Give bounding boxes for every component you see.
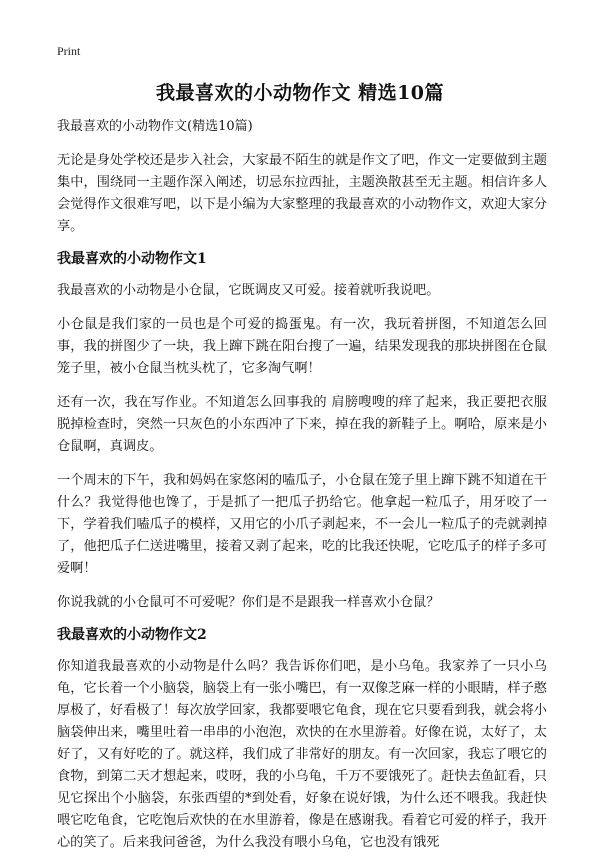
section2-paragraph: 你知道我最喜欢的小动物是什么吗？我告诉你们吧，是小乌龟。我家养了一只小乌龟，它长着一个小脑袋，脑袋上有一张小嘴巴，有一双像芝麻一样的小眼睛，样子憨厚极了，好看极了！每次放学回家，我都要喂它龟食，现在它只要看到我，就会将小脑袋伸出来，嘴里吐着一串串的小泡泡，欢快的在水里游着。好像在说，太好了，太好了，又有好吃的了。就这样，我们成了非常好的朋友。有一次回家，我忘了喂它的食物，到第二天才想起来，哎呀，我的小乌龟，千万不要饿死了。赶快去鱼缸看，只见它探出个小脑袋，东张西望的*到处看，好象在说好饿，为什么还不喂我。我赶快喂它吃龟食，它吃饱后欢快的在水里游着，像是在感谢我。看着它可爱的样子，我开心的笑了。后来我问爸爸，为什么我没有喂小乌龟，它也没有饿死 [57, 659, 547, 850]
section1-paragraph: 一个周末的下午，我和妈妈在家悠闲的嗑瓜子，小仓鼠在笼子里上蹿下跳不知道在干什么？我觉得他也馋了，于是抓了一把瓜子扔给它。他拿起一粒瓜子，用牙咬了一下，学着我们嗑瓜子的模样，又用它的小爪子剥起来，不一会儿一粒瓜子的壳就剥掉了，他把瓜子仁送进嘴里，接着又剥了起来，吃的比我还快呢，它吃瓜子的样子多可爱啊！ [57, 473, 547, 576]
section-heading-1: 我最喜欢的小动物作文1 [57, 251, 207, 267]
intro-paragraph: 无论是身处学校还是步入社会，大家最不陌生的就是作文了吧，作文一定要做到主题集中，围绕同一主题作深入阐述，切忌东拉西扯，主题涣散甚至无主题。相信许多人会觉得作文很难写吧，以下是小编为大家整理的我最喜欢的小动物作文，欢迎大家分享。 [57, 153, 547, 234]
section1-paragraph: 小仓鼠是我们家的一员也是个可爱的捣蛋鬼。有一次，我玩着拼图，不知道怎么回事，我的拼图少了一块，我上蹿下跳在阳台搜了一遍，结果发现我的那块拼图在仓鼠笼子里，被小仓鼠当枕头枕了，它多淘气啊！ [57, 317, 547, 376]
document-body [57, 118, 547, 866]
page-title: 我最喜欢的小动物作文 精选10篇 [155, 82, 445, 104]
section1-paragraph: 我最喜欢的小动物是小仓鼠，它既调皮又可爱。接着就听我说吧。 [57, 283, 440, 298]
document-subtitle: 我最喜欢的小动物作文(精选10篇) [57, 119, 253, 134]
section-heading-2: 我最喜欢的小动物作文2 [57, 627, 207, 643]
section1-paragraph: 还有一次，我在写作业。不知道怎么回事我的 肩膀嗖嗖的痒了起来，我正要把衣服脱掉检查时，突然一只灰色的小东西冲了下来，掉在我的新鞋子上。啊哈，原来是小仓鼠啊，真调皮。 [57, 395, 547, 454]
section1-paragraph: 你说我就的小仓鼠可不可爱呢？你们是不是跟我一样喜欢小仓鼠？ [57, 595, 440, 610]
print-label: Print [57, 44, 81, 58]
